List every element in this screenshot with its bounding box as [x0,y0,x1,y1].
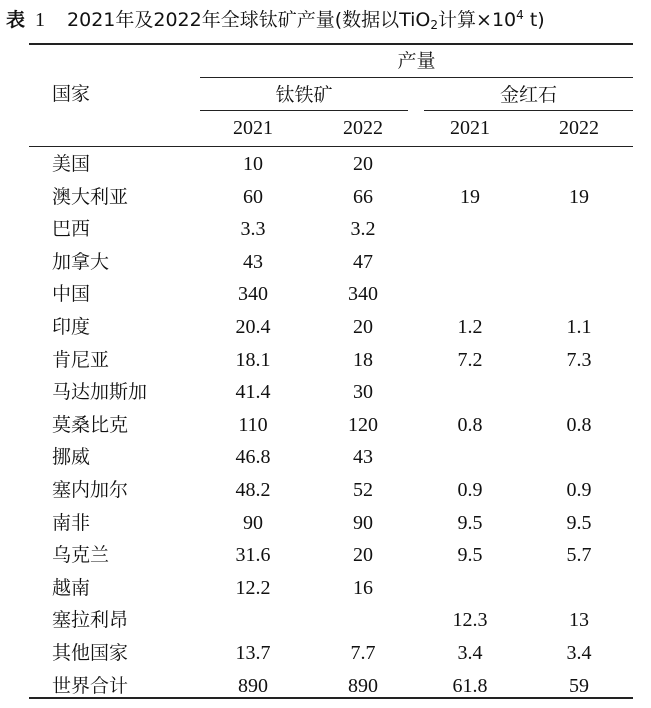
header-year: 2021 [233,117,273,139]
caption-title-part2: 计算×10 [438,9,517,31]
table-row [29,246,633,279]
rutile-2022-cell [524,246,634,279]
rutile-2021-cell: 9.5 [457,544,483,567]
rutile-2021-cell [415,441,525,474]
rutile-2022-cell [524,148,634,181]
ilmenite-2022-cell: 20 [353,153,373,175]
table-row [29,637,633,670]
country-cell: 世界合计 [52,674,129,697]
rutile-2021-cell [415,213,525,246]
country-cell: 塞拉利昂 [52,609,129,632]
ilmenite-2021-cell: 31.6 [235,544,271,567]
rutile-2022-cell: 0.9 [566,479,592,501]
table-row [29,311,633,344]
ilmenite-2021-cell: 12.2 [235,576,271,599]
country-cell: 挪威 [52,446,91,469]
ilmenite-2021-cell: 890 [238,674,268,697]
rutile-2022-cell [524,441,634,474]
rutile-2022-cell: 3.4 [566,642,592,664]
header-year: 2022 [559,117,599,139]
ilmenite-2022-cell: 66 [353,185,373,208]
rutile-2022-cell [524,376,634,409]
ilmenite-2021-cell: 3.3 [240,218,266,241]
table-row [29,409,633,442]
rutile-2021-cell: 61.8 [452,674,488,697]
ilmenite-2022-cell: 340 [348,283,378,306]
rutile-2021-cell: 1.2 [457,316,483,338]
header-production: 产量 [397,50,436,72]
table-row [29,148,633,181]
country-cell: 印度 [52,316,91,338]
ilmenite-2021-cell: 43 [243,250,263,273]
country-cell: 莫桑比克 [52,413,129,436]
rutile-2021-cell: 19 [460,185,480,208]
table-row [29,507,633,540]
ilmenite-2021-cell: 46.8 [235,446,271,469]
rutile-2021-cell: 3.4 [457,642,483,664]
country-cell: 南非 [52,511,91,534]
ilmenite-2022-cell: 20 [353,316,373,338]
header-year: 2022 [343,117,383,139]
table-row [29,344,633,377]
caption-title-part1: 2021年及2022年全球钛矿产量(数据以TiO [67,9,431,31]
production-rule [200,77,633,78]
top-rule [29,43,633,45]
rutile-2022-cell: 19 [569,185,589,208]
ilmenite-rule [200,110,408,111]
rutile-2021-cell: 9.5 [457,511,483,534]
country-cell: 巴西 [52,218,91,241]
ilmenite-2022-cell: 90 [353,511,373,534]
ilmenite-2021-cell: 10 [243,153,263,175]
rutile-2022-cell [524,213,634,246]
header-rutile: 金红石 [499,84,557,106]
rutile-2022-cell: 59 [569,674,589,697]
ilmenite-2021-cell: 13.7 [235,642,271,664]
rutile-rule [424,110,633,111]
country-cell: 澳大利亚 [52,185,129,208]
ilmenite-2022-cell: 16 [353,576,373,599]
ilmenite-2021-cell: 41.4 [235,381,271,404]
caption-subscript: 2 [430,18,439,32]
table-row [29,572,633,605]
table-row [29,539,633,572]
rutile-2021-cell: 0.8 [457,413,483,436]
rutile-2022-cell: 1.1 [566,316,592,338]
bottom-rule [29,697,633,699]
ilmenite-2022-cell: 20 [353,544,373,567]
ilmenite-2022-cell: 47 [353,250,373,273]
caption-superscript: 4 [516,8,524,22]
header-year: 2021 [450,117,490,139]
rutile-2021-cell [415,376,525,409]
table-row [29,181,633,214]
ilmenite-2022-cell: 890 [348,674,378,697]
country-cell: 塞内加尔 [52,479,129,501]
ilmenite-2021-cell [198,604,308,637]
country-cell: 加拿大 [52,250,110,273]
table-row [29,441,633,474]
rutile-2022-cell [524,572,634,605]
country-cell: 马达加斯加 [52,381,148,404]
country-cell: 其他国家 [52,642,129,664]
caption-title-part3: t) [523,9,545,31]
ilmenite-2021-cell: 340 [238,283,268,306]
rutile-2022-cell [524,278,634,311]
ilmenite-2021-cell: 90 [243,511,263,534]
caption-label: 表 [6,9,26,31]
ilmenite-2021-cell: 20.4 [235,316,271,338]
ilmenite-2022-cell: 30 [353,381,373,404]
caption-title [67,9,545,31]
ilmenite-2021-cell: 18.1 [235,348,271,371]
caption-number: 1 [35,9,46,31]
header-country: 国家 [52,83,91,105]
table-caption [6,8,646,32]
rutile-2022-cell: 5.7 [566,544,592,567]
table-row [29,213,633,246]
ilmenite-2021-cell: 60 [243,185,263,208]
ilmenite-2021-cell: 48.2 [235,479,271,501]
rutile-2021-cell: 7.2 [457,348,483,371]
country-cell: 肯尼亚 [52,348,110,371]
rutile-2021-cell [415,246,525,279]
rutile-2021-cell [415,148,525,181]
rutile-2022-cell: 7.3 [566,348,592,371]
country-cell: 越南 [52,576,91,599]
rutile-2022-cell: 0.8 [566,413,592,436]
rutile-2022-cell: 9.5 [566,511,592,534]
header-ilmenite: 钛铁矿 [275,84,333,106]
rutile-2021-cell [415,278,525,311]
ilmenite-2022-cell: 18 [353,348,373,371]
ilmenite-2022-cell: 3.2 [350,218,376,241]
ilmenite-2021-cell: 110 [238,413,268,436]
ilmenite-2022-cell: 52 [353,479,373,501]
table-row [29,376,633,409]
rutile-2021-cell: 0.9 [457,479,483,501]
country-cell: 中国 [52,283,91,306]
ilmenite-2022-cell [308,604,418,637]
country-cell: 乌克兰 [52,544,110,567]
header-rule [29,146,633,147]
ilmenite-2022-cell: 43 [353,446,373,469]
ilmenite-2022-cell: 120 [348,413,378,436]
table-row [29,474,633,507]
table-row [29,278,633,311]
rutile-2021-cell: 12.3 [452,609,488,632]
rutile-2021-cell [415,572,525,605]
ilmenite-2022-cell: 7.7 [350,642,376,664]
table-row [29,604,633,637]
rutile-2022-cell: 13 [569,609,589,632]
country-cell: 美国 [52,153,91,175]
